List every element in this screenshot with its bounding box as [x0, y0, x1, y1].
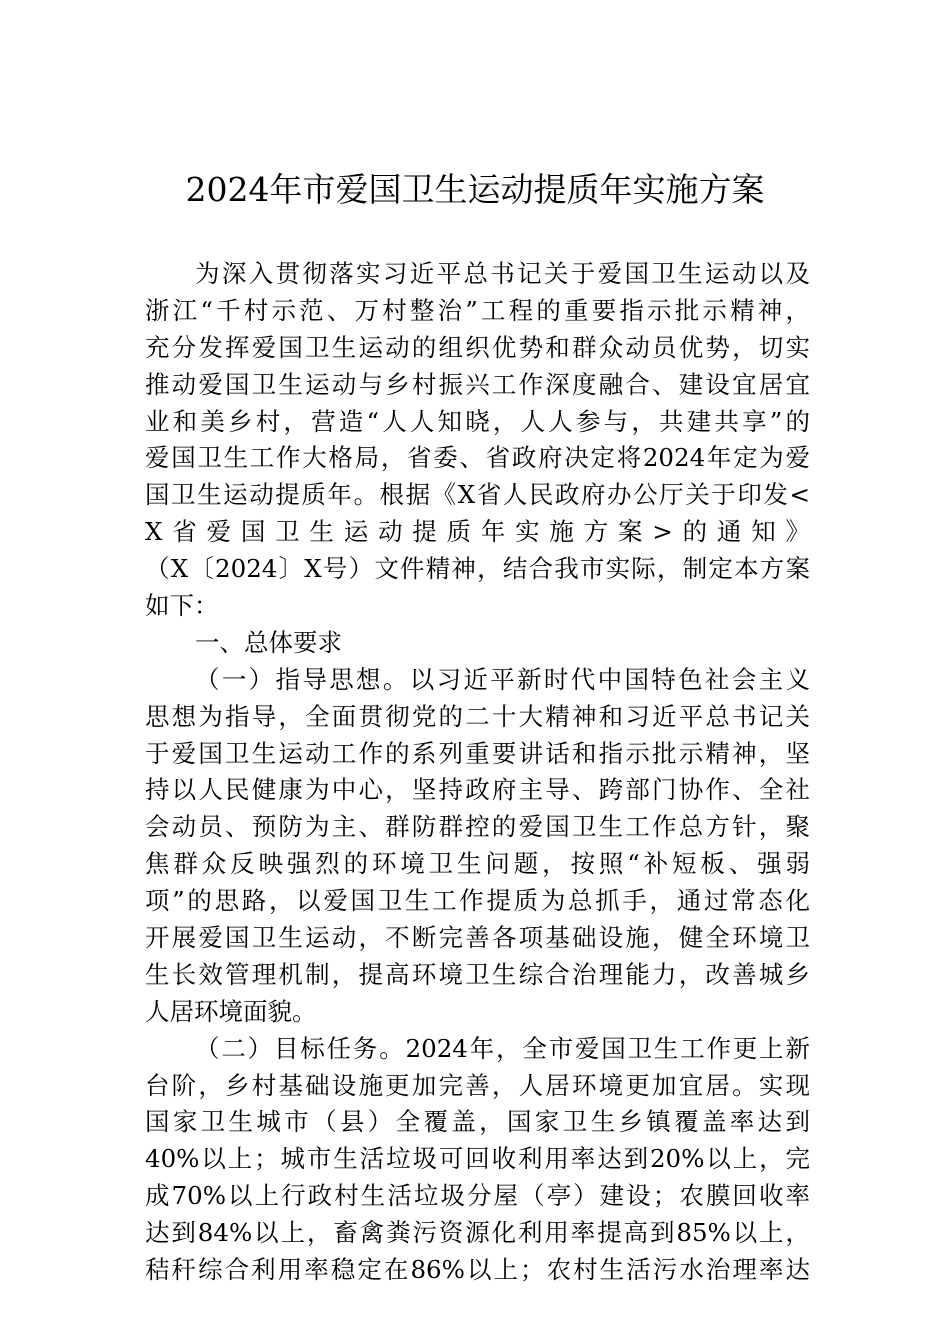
paragraph-line: 会动员、预防为主、群防群控的爱国卫生工作总方针，聚	[145, 812, 810, 842]
paragraph-line: 秸秆综合利用率稳定在86%以上；农村生活污水治理率达	[145, 1255, 810, 1285]
paragraph-line: 开展爱国卫生运动，不断完善各项基础设施，健全环境卫	[145, 923, 810, 953]
paragraph-line: （二）目标任务。2024年，全市爱国卫生工作更上新	[195, 1033, 810, 1063]
paragraph-line: 思想为指导，全面贯彻党的二十大精神和习近平总书记关	[145, 701, 810, 731]
paragraph-line: 爱国卫生工作大格局，省委、省政府决定将2024年定为爱	[145, 443, 810, 473]
paragraph-line: 国卫生运动提质年。根据《X省人民政府办公厅关于印发<	[145, 480, 810, 510]
paragraph-line: 持以人民健康为中心，坚持政府主导、跨部门协作、全社	[145, 775, 810, 805]
paragraph-line: 项”的思路，以爱国卫生工作提质为总抓手，通过常态化	[145, 886, 810, 916]
paragraph-line: 台阶，乡村基础设施更加完善，人居环境更加宜居。实现	[145, 1070, 810, 1100]
document-title: 2024年市爱国卫生运动提质年实施方案	[185, 170, 765, 209]
paragraph-line: （一）指导思想。以习近平新时代中国特色社会主义	[195, 664, 810, 694]
paragraph-line: 充分发挥爱国卫生运动的组织优势和群众动员优势，切实	[145, 332, 810, 362]
paragraph-line: 人居环境面貌。	[145, 996, 317, 1026]
paragraph-line: 如下：	[145, 591, 219, 621]
paragraph-line: 浙江“千村示范、万村整治”工程的重要指示批示精神，	[145, 295, 810, 325]
paragraph-line: 于爱国卫生运动工作的系列重要讲话和指示批示精神，坚	[145, 738, 810, 768]
paragraph-line: 达到84%以上，畜禽粪污资源化利用率提高到85%以上，	[145, 1218, 810, 1248]
paragraph-line: 40%以上；城市生活垃圾可回收利用率达到20%以上，完	[145, 1144, 810, 1174]
document-body	[145, 256, 810, 1289]
paragraph-line: （X〔2024〕X号）文件精神，结合我市实际，制定本方案	[145, 554, 810, 584]
paragraph-line: 为深入贯彻落实习近平总书记关于爱国卫生运动以及	[195, 259, 810, 288]
paragraph-line: 成70%以上行政村生活垃圾分屋（亭）建设；农膜回收率	[145, 1181, 810, 1211]
paragraph-line: 业和美乡村，营造“人人知晓，人人参与，共建共享”的	[145, 406, 810, 436]
paragraph-line: X省爱国卫生运动提质年实施方案>的通知》	[145, 517, 810, 547]
paragraph-line: 推动爱国卫生运动与乡村振兴工作深度融合、建设宜居宜	[145, 369, 810, 399]
paragraph-line: 国家卫生城市（县）全覆盖，国家卫生乡镇覆盖率达到	[145, 1107, 810, 1137]
paragraph-line: 生长效管理机制，提高环境卫生综合治理能力，改善城乡	[145, 959, 810, 989]
paragraph-line: 焦群众反映强烈的环境卫生问题，按照“补短板、强弱	[145, 849, 810, 879]
section-heading: 一、总体要求	[195, 627, 342, 657]
